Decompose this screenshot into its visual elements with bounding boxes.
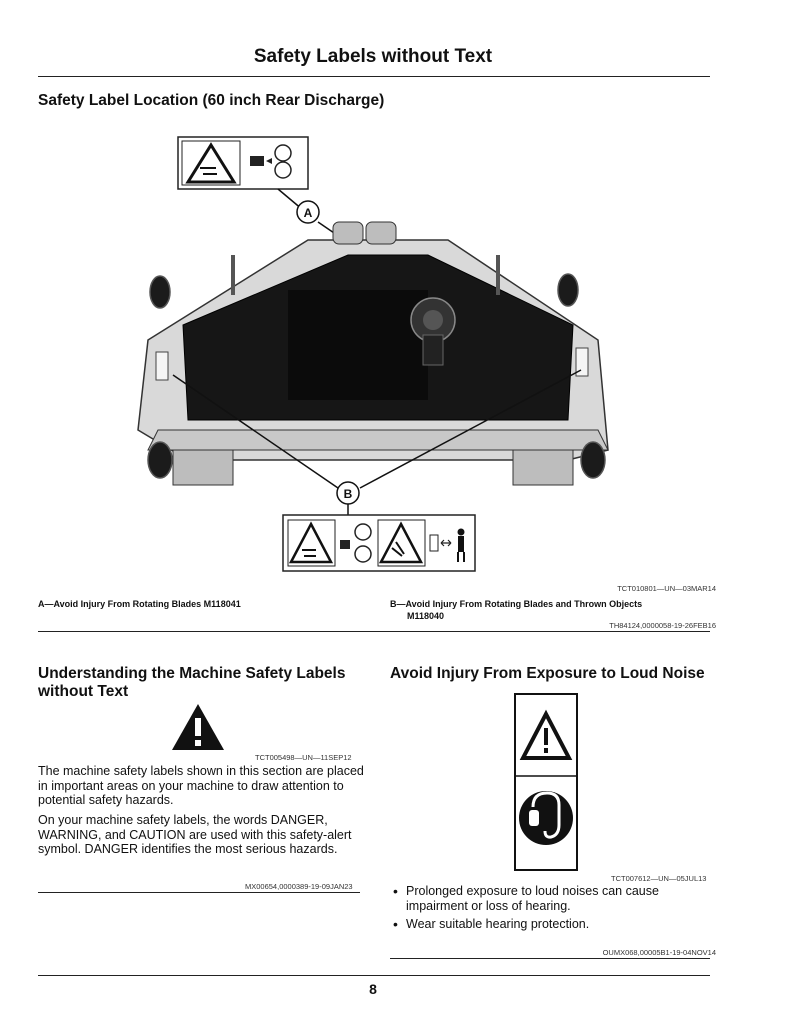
bullet-wear-protection: • Wear suitable hearing protection.	[390, 917, 710, 932]
section3-divider	[390, 958, 710, 959]
section-heading-loud-noise: Avoid Injury From Exposure to Loud Noise	[390, 665, 705, 682]
caption-label-b	[390, 598, 642, 622]
doc-ref-mx00654: MX00654,0000389-19-09JAN23	[245, 882, 353, 891]
bullet-prolonged-exposure: • Prolonged exposure to loud noises can cause impairment or loss of hearing.	[390, 884, 710, 913]
callout-a: A	[303, 206, 313, 220]
heading-line1: Understanding the Machine Safety Labels	[38, 665, 346, 682]
section1-divider	[38, 631, 710, 632]
paragraph-signal-words: On your machine safety labels, the words DANGER, WARNING, and CAUTION are used with this safety-alert symbol. DANGER identifies the most serious hazards.	[38, 813, 352, 856]
mower-deck-illustration	[128, 130, 628, 575]
label-a-decal	[178, 137, 308, 189]
label-b-decal	[283, 515, 475, 571]
section-heading-label-location: Safety Label Location (60 inch Rear Discharge)	[38, 92, 385, 109]
callout-b: B	[343, 487, 353, 501]
page-title: Safety Labels without Text	[253, 46, 493, 67]
noise-bullet-list	[390, 884, 710, 936]
image-ref-tct005498: TCT005498—UN—11SEP12	[255, 753, 352, 762]
safety-alert-icon	[170, 702, 226, 752]
section-heading-understanding-labels	[38, 665, 368, 701]
caption-label-b-line2: M118040	[407, 611, 445, 621]
caption-label-a: A—Avoid Injury From Rotating Blades M118041	[38, 599, 241, 609]
section2-divider	[38, 892, 360, 893]
image-ref-tct010801: TCT010801—UN—03MAR14	[617, 584, 716, 593]
paragraph-labels-placement: The machine safety labels shown in this section are placed in important areas on your machine to draw attention to potential safety hazards.	[38, 764, 364, 807]
footer-divider	[38, 975, 710, 976]
heading-line2: without Text	[38, 683, 129, 700]
image-ref-tct007612: TCT007612—UN—05JUL13	[611, 874, 707, 883]
title-divider	[38, 76, 710, 77]
ear-protection-icon	[519, 791, 573, 845]
caption-label-b-line1: B—Avoid Injury From Rotating Blades and Thrown Objects	[390, 599, 643, 609]
doc-ref-oumx068: OUMX068,00005B1-19-04NOV14	[602, 948, 716, 957]
doc-ref-th84124: TH84124,0000058-19-26FEB16	[609, 621, 716, 630]
page-number: 8	[369, 981, 377, 997]
hearing-protection-label	[513, 692, 579, 872]
